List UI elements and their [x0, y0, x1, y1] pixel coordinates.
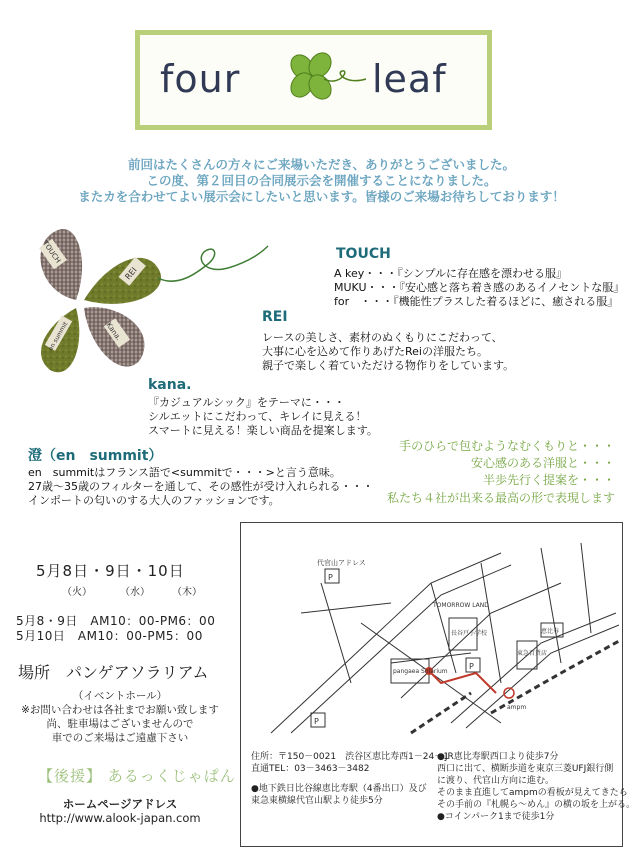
- weekday-3: （木）: [172, 587, 202, 598]
- rei-title: REI: [262, 309, 288, 325]
- intro-line-3: またカを合わせてよい展示会にしたいと思います。皆様のご来場お待ちしております！: [78, 189, 565, 204]
- map-jr-5: その手前の『札幌ら～めん』の横の坂を上がる。: [437, 800, 636, 810]
- kana-line-1: 『カジュアルシック』をテーマに・・・: [148, 396, 345, 409]
- homepage-link[interactable]: http://www.alook-japan.com: [39, 811, 201, 825]
- rei-line-1: レースの美しさ、素材のぬくもりにこだわって、: [262, 331, 503, 344]
- logo-word-four: four: [160, 57, 241, 101]
- leaf-label-rei: REI: [123, 265, 139, 282]
- rei-line-3: 親子で楽しく着ていただける物作りをしています。: [262, 359, 515, 372]
- message-line-1: 手のひらで包むようなむくもりと・・・: [399, 439, 615, 453]
- map-jr-6: ●コインパーク1まで徒歩1分: [437, 812, 555, 822]
- logo-box: [135, 30, 492, 130]
- map-label-parking-1: P: [328, 573, 333, 582]
- map-jr-4: そのまま直進してampmの看板が見えてきたら: [437, 788, 628, 798]
- weekday-2: （水）: [120, 587, 150, 598]
- map-jr-1: ●JR恵比寿駅西口より徒歩7分: [437, 752, 559, 762]
- map-label-tomorrowland: TOMORROW LAND: [433, 602, 489, 609]
- map-drawing: [241, 523, 621, 738]
- leaf-label-ensummit: en summit: [47, 320, 70, 353]
- map-jr-3: に渡り、代官山方向に進む。: [437, 776, 555, 786]
- clover-icon: [280, 49, 370, 109]
- message-line-2: 安心感のある洋服と・・・: [470, 456, 615, 470]
- ensummit-line-1: en summitはフランス語で<summitで・・・>と言う意味。: [28, 466, 341, 479]
- kana-line-3: スマートに見える！楽しい商品を提案します。: [148, 424, 378, 437]
- map-label-parking-2: P: [314, 717, 319, 726]
- event-dates: 5月8日・9日・10日: [36, 562, 185, 580]
- ensummit-title: 澄（en summit）: [28, 448, 163, 464]
- note-line-2: 尚、駐車場はございませんので: [46, 718, 194, 730]
- support-text: 【後援】 あるっくじゃぱん: [38, 767, 236, 785]
- clover-illustration: [28, 222, 278, 392]
- map-label-daikanyama: 代官山アドレス: [317, 559, 366, 567]
- map-tel: 直通TEL：03－3463－3482: [251, 764, 370, 774]
- intro-line-1: 前回はたくさんの方々にご来場いただき、ありがとうございました。: [127, 157, 515, 172]
- homepage-label: ホームページアドレス: [62, 797, 178, 811]
- venue-note: （イベントホール）: [72, 690, 168, 702]
- message-line-4: 私たち４社が出来る最高の形で表現します: [386, 491, 615, 505]
- ensummit-line-2: 27歳～35歳のフィルターを通して、その感性が受け入れられる・・・: [28, 480, 374, 493]
- map-label-ebisu: 恵比寿: [541, 628, 560, 635]
- touch-title: TOUCH: [336, 246, 391, 262]
- venue: 場所 パンゲアソラリアム: [18, 663, 209, 682]
- hours-2: 5月10日 AM10：00-PM5：00: [16, 629, 203, 643]
- map-address: 住所：〒150－0021 渋谷区恵比寿西1－24－1: [251, 752, 449, 762]
- ensummit-line-3: インポートの匂いのする大人のファッションです。: [28, 494, 280, 507]
- map-label-dept: 東急百貨店: [517, 650, 548, 657]
- access-map: [240, 522, 636, 847]
- kana-line-2: シルエットにこだわって、キレイに見える！: [148, 410, 367, 423]
- note-line-1: ※お問い合わせは各社までお願い致します: [21, 704, 219, 716]
- map-label-pangaea: pangaea Solarium: [393, 668, 448, 675]
- map-label-ampm: ampm: [507, 704, 527, 711]
- logo-word-leaf: leaf: [372, 57, 447, 101]
- kana-title: kana.: [148, 377, 192, 393]
- weekday-1: （火）: [62, 587, 92, 598]
- map-subway-1: ●地下鉄日比谷線恵比寿駅（4番出口）及び: [251, 784, 427, 794]
- map-label-parking-3: P: [469, 662, 474, 671]
- hours-1: 5月8・9日 AM10：00-PM6：00: [16, 614, 216, 628]
- note-line-3: 車でのご来場はご遠慮下さい: [51, 732, 189, 744]
- leaf-label-kana: Kana.: [104, 321, 123, 342]
- touch-line-1: A key・・・『シンプルに存在感を漂わせる服』: [334, 267, 568, 280]
- message-line-3: 半歩先行く提案を・・・: [482, 473, 615, 487]
- map-subway-2: 東急東横線代官山駅より徒歩5分: [251, 796, 383, 806]
- map-label-school: 長谷戸小学校: [451, 630, 488, 637]
- intro-line-2: この度、第２回目の合同展示会を開催することになりました。: [146, 173, 497, 188]
- leaf-label-touch: TOUCH: [41, 239, 63, 265]
- map-jr-2: 西口に出て、横断歩道を東京三菱UFJ銀行側: [437, 764, 614, 774]
- touch-line-2: MUKU・・・『安心感と落ち着き感のあるイノセントな服』: [334, 281, 625, 294]
- rei-line-2: 大事に心を込めて作りあげたReiの洋服たち。: [262, 345, 488, 358]
- touch-line-3: for ・・・『機能性プラスした着るほどに、癒される服』: [334, 295, 619, 308]
